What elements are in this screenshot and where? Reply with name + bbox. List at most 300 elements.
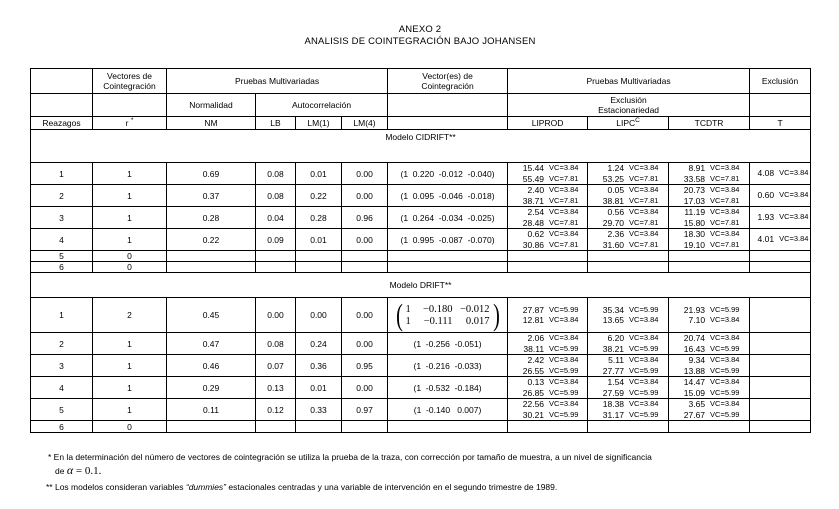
lipc-cell — [588, 399, 669, 421]
lm1-cell: 0.24 — [296, 333, 342, 355]
t-cell — [750, 421, 811, 433]
liprod-cell — [508, 355, 588, 377]
corner-cell — [31, 69, 93, 94]
lag-cell: 2 — [31, 185, 93, 207]
stat-line — [512, 333, 586, 344]
critical-value: VC=3.84 — [549, 355, 579, 364]
nm-cell: 0.22 — [167, 229, 256, 251]
table-row — [31, 262, 811, 273]
lag-cell: 6 — [31, 262, 93, 273]
stat-value: 8.91 — [688, 163, 706, 173]
stat-value: 15.44 — [522, 163, 545, 173]
stat-line — [512, 410, 586, 421]
critical-value: VC=7.81 — [710, 195, 740, 205]
cointegration-vector-cell: (1 0.995 -0.087 -0.070) — [388, 229, 508, 251]
stat-line — [592, 163, 667, 174]
header-vectores-cointegracion — [93, 69, 167, 94]
liprod-cell — [508, 421, 588, 433]
cointegration-vector-cell: (1 0.220 -0.012 -0.040) — [388, 163, 508, 185]
cointegration-vector-cell: (1 -0.140 0.007) — [388, 399, 508, 421]
header-line: Cointegración — [103, 81, 156, 91]
critical-value: VC=3.84 — [549, 163, 579, 172]
stat-line — [592, 207, 667, 218]
critical-value: VC=3.84 — [779, 212, 809, 222]
critical-value: VC=3.84 — [710, 399, 740, 408]
nm-cell: 0.28 — [167, 207, 256, 229]
critical-value: VC=5.99 — [629, 409, 659, 419]
lm1-cell: 0.28 — [296, 207, 342, 229]
stat-line — [512, 163, 586, 174]
lag-cell: 1 — [31, 298, 93, 333]
stat-line — [673, 410, 748, 421]
critical-value: VC=5.99 — [629, 365, 659, 375]
stat-line — [673, 377, 748, 388]
stat-value: 0.62 — [527, 229, 545, 239]
table-row — [31, 333, 811, 355]
critical-value: VC=7.81 — [629, 239, 659, 249]
critical-value: VC=3.84 — [629, 315, 659, 324]
r-cell: 2 — [93, 298, 167, 333]
stat-line — [592, 388, 667, 399]
nm-cell: 0.47 — [167, 333, 256, 355]
table-row — [31, 185, 811, 207]
stat-line — [592, 355, 667, 366]
tcdtr-cell — [669, 163, 750, 185]
stat-value: 3.65 — [688, 399, 706, 409]
table-row — [31, 163, 811, 185]
lm4-cell: 0.00 — [342, 185, 388, 207]
header-line: Cointegración — [421, 81, 474, 91]
stat-value: 14.47 — [683, 377, 706, 387]
r-cell: 0 — [93, 421, 167, 433]
r-cell: 1 — [93, 207, 167, 229]
stat-value: 15.09 — [683, 387, 706, 398]
lm4-cell: 0.00 — [342, 163, 388, 185]
header-exclusion-estacionariedad — [508, 94, 750, 117]
stat-value: 20.73 — [683, 185, 706, 195]
stat-value: 7.10 — [688, 315, 706, 325]
critical-value: VC=3.84 — [779, 190, 809, 200]
tcdtr-cell — [669, 377, 750, 399]
footnote-1-de: de — [55, 466, 67, 476]
stat-line — [673, 207, 748, 218]
critical-value: VC=7.81 — [710, 239, 740, 249]
lipc-cell — [588, 207, 669, 229]
stat-line — [673, 399, 748, 410]
header-row-2 — [31, 94, 811, 117]
lag-cell: 5 — [31, 251, 93, 262]
title-line2: ANALISIS DE COINTEGRACIÓN BAJO JOHANSEN — [304, 36, 536, 47]
header-row-3 — [31, 117, 811, 130]
header-lipc-sup: C — [635, 116, 640, 124]
r-cell: 1 — [93, 333, 167, 355]
stat-value: 29.70 — [602, 217, 625, 228]
r-cell: 0 — [93, 262, 167, 273]
tcdtr-cell — [669, 298, 750, 333]
stat-value: 1.54 — [607, 377, 625, 387]
header-pruebas-multivariadas-right: Pruebas Multivariadas — [508, 69, 750, 94]
stat-value: 53.25 — [602, 173, 625, 184]
critical-value: VC=3.84 — [629, 207, 659, 216]
stat-line — [512, 229, 586, 240]
stat-line — [512, 355, 586, 366]
stat-value: 31.60 — [602, 239, 625, 250]
lag-cell: 1 — [31, 163, 93, 185]
stat-value: 55.49 — [522, 173, 545, 184]
stat-line — [673, 196, 748, 207]
critical-value: VC=3.84 — [710, 163, 740, 172]
lb-cell — [256, 251, 296, 262]
stat-value: 2.42 — [527, 355, 545, 365]
empty-cell — [31, 94, 93, 117]
stat-line — [512, 315, 586, 326]
lipc-cell — [588, 185, 669, 207]
r-cell: 1 — [93, 355, 167, 377]
lipc-cell — [588, 229, 669, 251]
critical-value: VC=5.99 — [710, 387, 740, 397]
critical-value: VC=5.99 — [629, 304, 659, 314]
stat-line — [512, 366, 586, 377]
critical-value: VC=5.99 — [710, 343, 740, 353]
stat-line — [512, 388, 586, 399]
critical-value: VC=3.84 — [710, 333, 740, 342]
critical-value: VC=3.84 — [710, 185, 740, 194]
stat-value: 26.85 — [522, 387, 545, 398]
liprod-cell — [508, 251, 588, 262]
footnote-2-pre: ** Los modelos consideran variables — [46, 482, 186, 492]
t-cell — [750, 185, 811, 207]
stat-line — [592, 410, 667, 421]
stat-line — [592, 366, 667, 377]
critical-value: VC=7.81 — [629, 195, 659, 205]
stat-line — [754, 212, 809, 223]
t-cell — [750, 399, 811, 421]
header-lb: LB — [256, 117, 296, 130]
stat-line — [673, 388, 748, 399]
stat-line — [673, 163, 748, 174]
stat-line — [592, 196, 667, 207]
stat-line — [512, 377, 586, 388]
liprod-cell — [508, 262, 588, 273]
lipc-cell — [588, 262, 669, 273]
title-line1: ANEXO 2 — [398, 24, 442, 35]
matrix-value: −0.012 — [460, 303, 490, 315]
critical-value: VC=3.84 — [549, 333, 579, 342]
stat-value: 38.81 — [602, 195, 625, 206]
stat-line — [592, 333, 667, 344]
lm4-cell — [342, 421, 388, 433]
matrix-value: −0.180 — [423, 303, 453, 315]
stat-value: 13.65 — [602, 315, 625, 325]
cointegration-vector-cell: (1 -0.216 -0.033) — [388, 355, 508, 377]
stat-line — [673, 229, 748, 240]
tcdtr-cell — [669, 207, 750, 229]
stat-value: 27.87 — [522, 304, 545, 315]
cointegration-matrix — [388, 297, 507, 332]
stat-value: 31.17 — [602, 409, 625, 420]
tcdtr-cell — [669, 185, 750, 207]
stat-value: 1.24 — [607, 163, 625, 173]
critical-value: VC=5.99 — [710, 409, 740, 419]
t-cell — [750, 298, 811, 333]
t-cell — [750, 251, 811, 262]
model-band-label: Modelo CIDRIFT** — [31, 130, 811, 163]
t-cell — [750, 163, 811, 185]
liprod-cell — [508, 163, 588, 185]
stat-line — [512, 207, 586, 218]
empty-cell — [750, 94, 811, 117]
lipc-cell — [588, 298, 669, 333]
stat-value: 2.06 — [527, 333, 545, 343]
header-lipc — [588, 117, 669, 130]
critical-value: VC=3.84 — [629, 163, 659, 172]
critical-value: VC=3.84 — [549, 207, 579, 216]
critical-value: VC=7.81 — [549, 239, 579, 249]
table-row — [31, 355, 811, 377]
lb-cell: 0.13 — [256, 377, 296, 399]
t-cell — [750, 333, 811, 355]
stat-value: 12.81 — [522, 315, 545, 325]
stat-line — [592, 315, 667, 326]
stat-line — [754, 190, 809, 201]
lipc-cell — [588, 377, 669, 399]
critical-value: VC=3.84 — [549, 399, 579, 408]
stat-line — [592, 174, 667, 185]
critical-value: VC=3.84 — [629, 333, 659, 342]
stat-value: 26.55 — [522, 365, 545, 376]
stat-line — [754, 168, 809, 179]
header-line: Estacionariedad — [598, 105, 660, 115]
stat-line — [673, 344, 748, 355]
critical-value: VC=3.84 — [710, 229, 740, 238]
r-cell: 1 — [93, 399, 167, 421]
critical-value: VC=3.84 — [629, 185, 659, 194]
header-row-1 — [31, 69, 811, 94]
tcdtr-cell — [669, 355, 750, 377]
stat-line — [673, 366, 748, 377]
stat-value: 16.43 — [683, 343, 706, 354]
critical-value: VC=3.84 — [710, 315, 740, 324]
stat-line — [512, 185, 586, 196]
cointegration-vector-cell — [388, 421, 508, 433]
t-cell — [750, 355, 811, 377]
lipc-cell — [588, 421, 669, 433]
stat-value: 30.21 — [522, 409, 545, 420]
lb-cell: 0.08 — [256, 333, 296, 355]
matrix-value: −0.111 — [423, 315, 453, 327]
document-title — [30, 24, 810, 48]
header-normalidad: Normalidad — [167, 94, 256, 117]
header-lm4: LM(4) — [342, 117, 388, 130]
stat-value: 2.40 — [527, 185, 545, 195]
critical-value: VC=7.81 — [629, 173, 659, 183]
critical-value: VC=3.84 — [710, 355, 740, 364]
t-cell — [750, 262, 811, 273]
lb-cell: 0.08 — [256, 163, 296, 185]
critical-value: VC=3.84 — [710, 207, 740, 216]
lm1-cell — [296, 251, 342, 262]
stat-value: 15.80 — [683, 217, 706, 228]
cointegration-vector-cell: (1 0.264 -0.034 -0.025) — [388, 207, 508, 229]
stat-line — [512, 174, 586, 185]
critical-value: VC=7.81 — [710, 217, 740, 227]
header-line: Exclusión — [610, 94, 647, 105]
stat-value: 17.03 — [683, 195, 706, 206]
lm4-cell: 0.00 — [342, 333, 388, 355]
header-pruebas-multivariadas-left: Pruebas Multivariadas — [167, 69, 388, 94]
stat-value: 0.13 — [527, 377, 545, 387]
r-cell: 1 — [93, 377, 167, 399]
model-band-row — [31, 130, 811, 163]
nm-cell: 0.11 — [167, 399, 256, 421]
t-cell — [750, 207, 811, 229]
stat-value: 2.54 — [527, 207, 545, 217]
lb-cell: 0.08 — [256, 185, 296, 207]
stat-value: 38.71 — [522, 195, 545, 206]
table-row — [31, 421, 811, 433]
cointegration-table — [30, 68, 811, 433]
stat-value: 30.86 — [522, 239, 545, 250]
tcdtr-cell — [669, 399, 750, 421]
nm-cell — [167, 262, 256, 273]
lipc-cell — [588, 251, 669, 262]
stat-value: 0.60 — [757, 190, 775, 201]
stat-value: 22.56 — [522, 399, 545, 409]
cointegration-vector-cell — [388, 251, 508, 262]
footnote-1-line1: * En la determinación del número de vectores de cointegración se utiliza la prueba de la traza, con corrección por tamaño de muestra, a un nivel de significancia — [48, 452, 652, 462]
stat-line — [592, 305, 667, 316]
matrix-paren-left: ( — [395, 297, 403, 332]
stat-line — [673, 240, 748, 251]
stat-value: 38.11 — [523, 343, 545, 354]
header-exclusion: Exclusión — [750, 69, 811, 94]
lipc-cell — [588, 163, 669, 185]
lm1-cell: 0.00 — [296, 298, 342, 333]
critical-value: VC=3.84 — [779, 168, 809, 178]
header-lm1: LM(1) — [296, 117, 342, 130]
stat-value: 4.08 — [757, 168, 775, 179]
stat-value: 5.11 — [608, 355, 625, 365]
lm1-cell — [296, 421, 342, 433]
lm1-cell — [296, 262, 342, 273]
stat-value: 21.93 — [683, 304, 706, 315]
lm4-cell: 0.97 — [342, 399, 388, 421]
lm4-cell: 0.00 — [342, 298, 388, 333]
r-cell: 1 — [93, 185, 167, 207]
stat-line — [673, 355, 748, 366]
lag-cell: 2 — [31, 333, 93, 355]
table-row — [31, 399, 811, 421]
matrix-value: 1 — [405, 315, 411, 327]
stat-value: 1.93 — [757, 212, 775, 223]
lb-cell: 0.04 — [256, 207, 296, 229]
stat-line — [512, 344, 586, 355]
stat-value: 27.59 — [602, 387, 625, 398]
stat-value: 35.34 — [602, 304, 625, 315]
tcdtr-cell — [669, 251, 750, 262]
critical-value: VC=5.99 — [549, 365, 579, 375]
nm-cell: 0.69 — [167, 163, 256, 185]
lb-cell — [256, 421, 296, 433]
table-row — [31, 298, 811, 333]
critical-value: VC=3.84 — [549, 377, 579, 386]
liprod-cell — [508, 229, 588, 251]
lb-cell — [256, 262, 296, 273]
empty-cell — [93, 94, 167, 117]
liprod-cell — [508, 207, 588, 229]
tcdtr-cell — [669, 262, 750, 273]
nm-cell: 0.37 — [167, 185, 256, 207]
t-cell — [750, 229, 811, 251]
lm4-cell: 0.96 — [342, 207, 388, 229]
matrix-value: 0.017 — [465, 315, 490, 327]
stat-line — [592, 229, 667, 240]
r-cell: 1 — [93, 229, 167, 251]
header-r-sup: * — [130, 116, 134, 124]
stat-line — [512, 218, 586, 229]
critical-value: VC=3.84 — [629, 399, 659, 408]
critical-value: VC=3.84 — [710, 377, 740, 386]
lag-cell: 3 — [31, 355, 93, 377]
stat-line — [673, 305, 748, 316]
stat-value: 18.38 — [602, 399, 625, 409]
stat-line — [592, 399, 667, 410]
critical-value: VC=3.84 — [629, 229, 659, 238]
table-row — [31, 377, 811, 399]
table-row — [31, 207, 811, 229]
header-liprod: LIPROD — [508, 117, 588, 130]
lm4-cell — [342, 262, 388, 273]
stat-line — [673, 174, 748, 185]
stat-line — [592, 344, 667, 355]
critical-value: VC=5.99 — [549, 387, 579, 397]
critical-value: VC=3.84 — [549, 185, 579, 194]
stat-line — [673, 218, 748, 229]
header-line: Vector(es) de — [422, 70, 473, 81]
lb-cell: 0.07 — [256, 355, 296, 377]
critical-value: VC=3.84 — [629, 377, 659, 386]
lipc-cell — [588, 355, 669, 377]
nm-cell: 0.46 — [167, 355, 256, 377]
stat-line — [673, 315, 748, 326]
stat-value: 38.21 — [602, 343, 625, 354]
stat-value: 6.20 — [607, 333, 625, 343]
lm4-cell: 0.95 — [342, 355, 388, 377]
lm1-cell: 0.01 — [296, 229, 342, 251]
nm-cell: 0.45 — [167, 298, 256, 333]
lipc-cell — [588, 333, 669, 355]
cointegration-vector-cell: (1 -0.532 -0.184) — [388, 377, 508, 399]
critical-value: VC=5.99 — [549, 409, 579, 419]
liprod-cell — [508, 399, 588, 421]
cointegration-vector-cell — [388, 262, 508, 273]
lm1-cell: 0.33 — [296, 399, 342, 421]
footnote-2-dummies: “dummies” — [185, 482, 227, 492]
stat-line — [512, 305, 586, 316]
stat-value: 33.58 — [683, 173, 706, 184]
stat-value: 0.05 — [607, 185, 625, 195]
header-reazagos: Reazagos — [31, 117, 93, 130]
lm1-cell: 0.01 — [296, 163, 342, 185]
stat-value: 4.01 — [757, 234, 775, 245]
stat-value: 19.10 — [683, 239, 706, 250]
critical-value: VC=5.99 — [549, 304, 579, 314]
lag-cell: 3 — [31, 207, 93, 229]
footnotes — [46, 452, 810, 493]
header-tcdtr: TCDTR — [669, 117, 750, 130]
lm1-cell: 0.22 — [296, 185, 342, 207]
stat-value: 0.56 — [607, 207, 625, 217]
